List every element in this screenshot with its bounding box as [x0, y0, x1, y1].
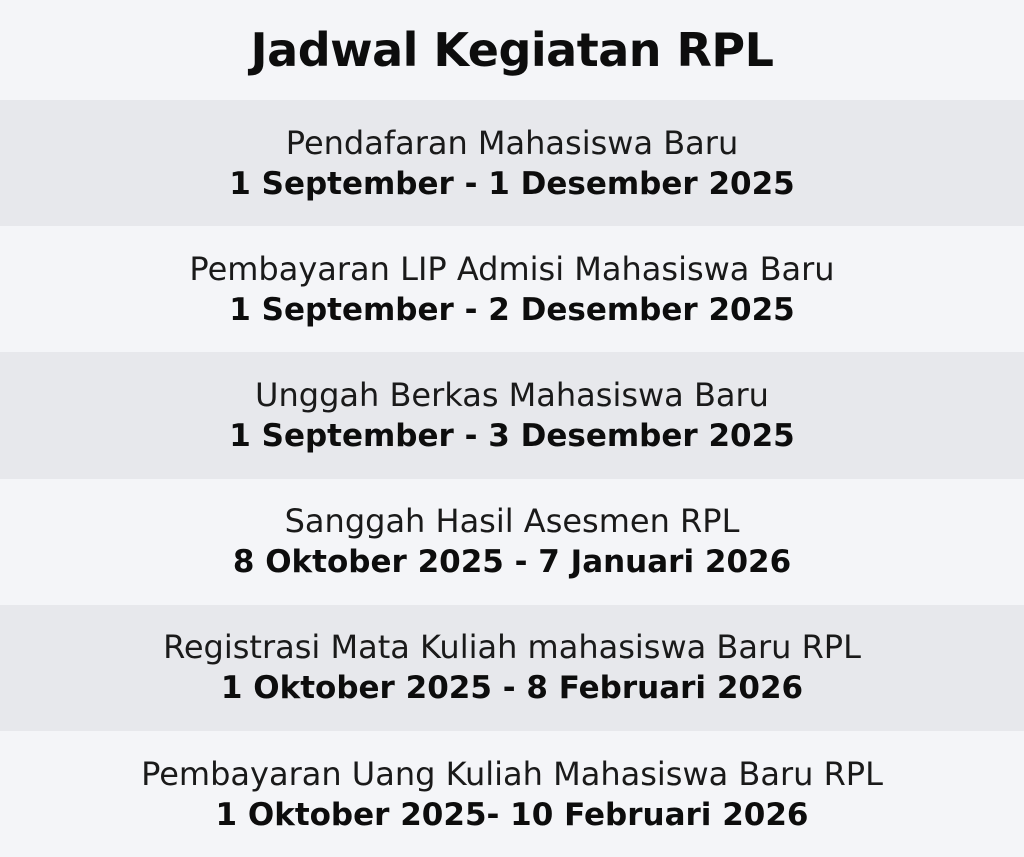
- activity-date-range: 1 Oktober 2025 - 8 Februari 2026: [220, 670, 804, 707]
- activity-date-range: 1 Oktober 2025- 10 Februari 2026: [215, 796, 809, 833]
- list-item: [0, 605, 1024, 731]
- list-item: [0, 731, 1024, 857]
- page-title: Jadwal Kegiatan RPL: [0, 0, 1024, 100]
- schedule-list: [0, 100, 1024, 857]
- list-item: [0, 479, 1024, 605]
- activity-date-range: 1 September - 3 Desember 2025: [229, 418, 795, 455]
- activity-label: Pembayaran LIP Admisi Mahasiswa Baru: [189, 249, 835, 288]
- activity-label: Registrasi Mata Kuliah mahasiswa Baru RPL: [163, 628, 861, 667]
- activity-date-range: 1 September - 2 Desember 2025: [229, 291, 795, 328]
- activity-label: Sanggah Hasil Asesmen RPL: [284, 502, 740, 541]
- activity-label: Pembayaran Uang Kuliah Mahasiswa Baru RPL: [141, 754, 883, 793]
- activity-date-range: 1 September - 1 Desember 2025: [229, 165, 795, 202]
- activity-label: Unggah Berkas Mahasiswa Baru: [255, 376, 769, 415]
- list-item: [0, 352, 1024, 478]
- list-item: [0, 226, 1024, 352]
- activity-date-range: 8 Oktober 2025 - 7 Januari 2026: [232, 544, 792, 581]
- activity-label: Pendafaran Mahasiswa Baru: [285, 123, 739, 162]
- list-item: [0, 100, 1024, 226]
